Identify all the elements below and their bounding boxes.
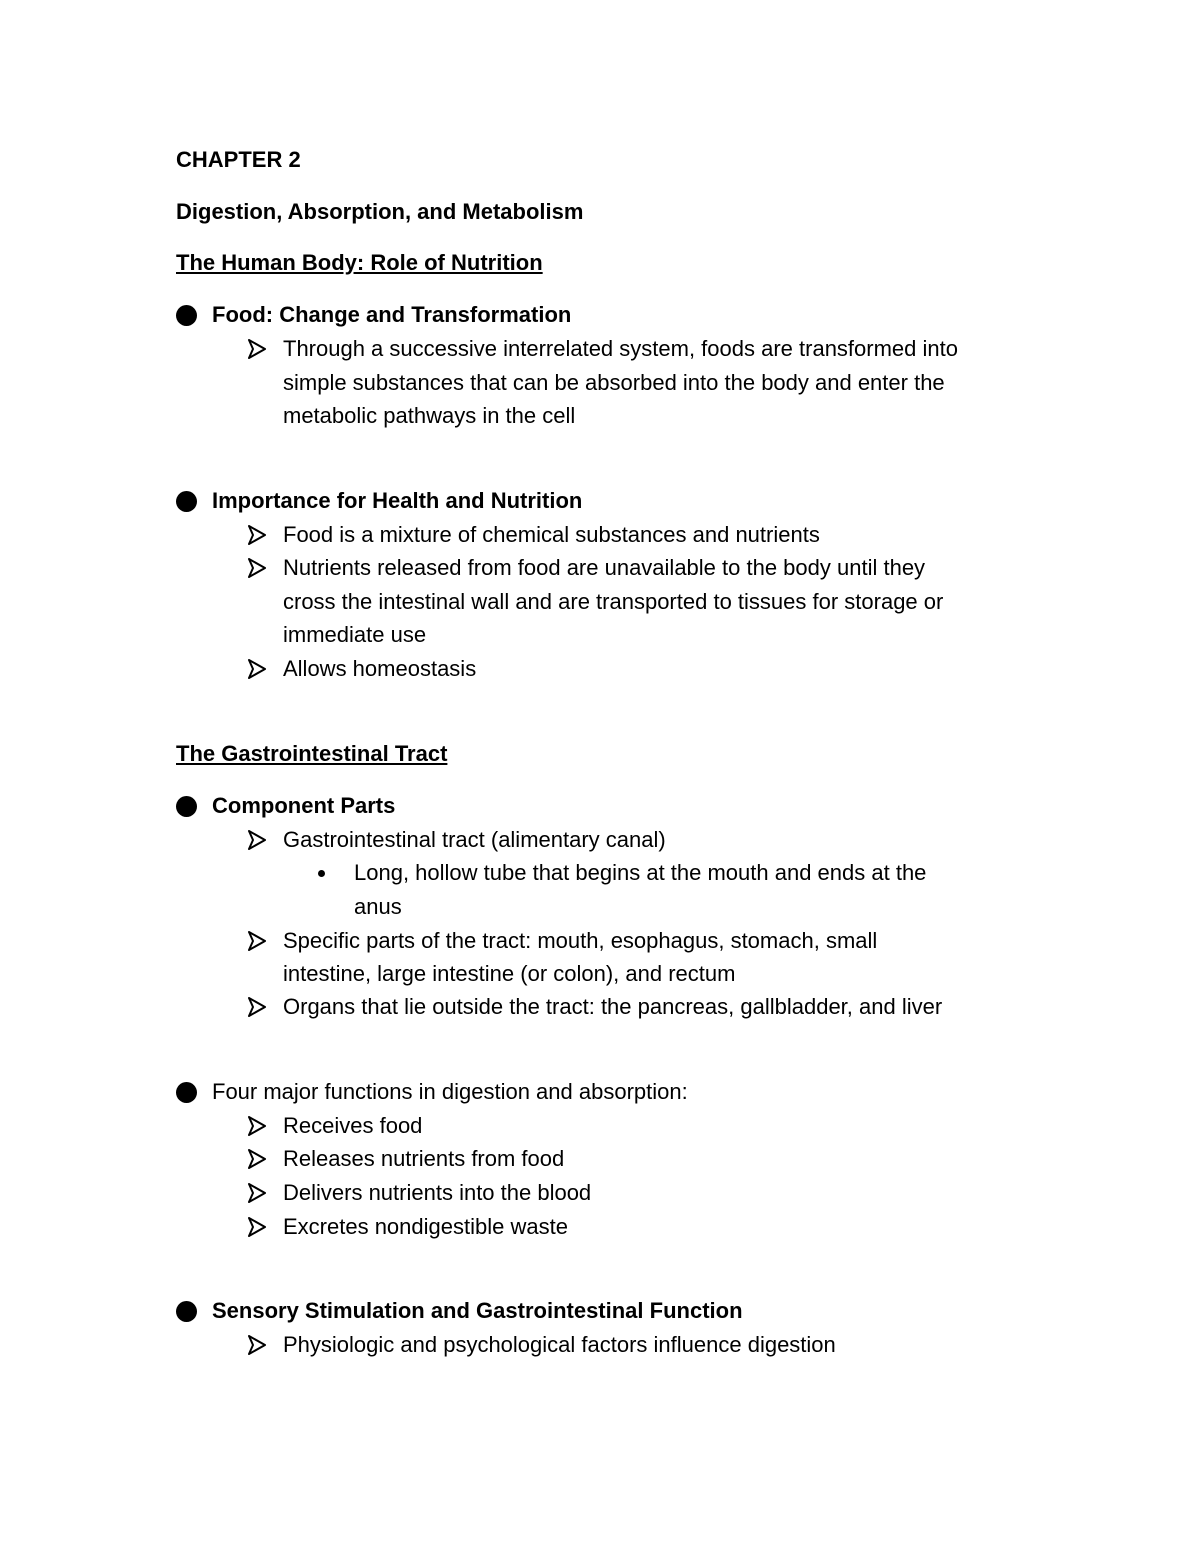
arrow-bullet-icon	[248, 659, 266, 679]
list-item: Receives food	[283, 1113, 423, 1138]
list-item-continuation: simple substances that can be absorbed into the body and enter the	[283, 370, 945, 395]
topic-heading-four-functions: Four major functions in digestion and absorption:	[212, 1079, 688, 1104]
list-item: Gastrointestinal tract (alimentary canal)	[283, 827, 666, 852]
arrow-bullet-icon	[248, 1183, 266, 1203]
list-item: Excretes nondigestible waste	[283, 1214, 568, 1239]
arrow-bullet-icon	[248, 997, 266, 1017]
arrow-bullet-icon	[248, 830, 266, 850]
list-item-continuation: cross the intestinal wall and are transported to tissues for storage or	[283, 589, 944, 614]
list-item: Nutrients released from food are unavailable to the body until they	[283, 555, 926, 580]
topic-heading-food-change: Food: Change and Transformation	[212, 302, 572, 327]
topic-heading-importance: Importance for Health and Nutrition	[212, 488, 583, 513]
list-item-continuation: immediate use	[283, 622, 427, 647]
bullet-disc-icon	[176, 491, 197, 512]
arrow-bullet-icon	[248, 1149, 266, 1169]
topic-heading-sensory-stimulation: Sensory Stimulation and Gastrointestinal Function	[212, 1298, 743, 1323]
arrow-bullet-icon	[248, 931, 266, 951]
list-item: Allows homeostasis	[283, 656, 477, 681]
arrow-bullet-icon	[248, 1335, 266, 1355]
section-heading-role-of-nutrition: The Human Body: Role of Nutrition	[176, 250, 543, 275]
arrow-bullet-icon	[248, 1116, 266, 1136]
sub-list-item-continuation: anus	[354, 894, 402, 919]
small-bullet-icon	[318, 870, 325, 877]
bullet-disc-icon	[176, 305, 197, 326]
list-item: Delivers nutrients into the blood	[283, 1180, 592, 1205]
bullet-disc-icon	[176, 1082, 197, 1103]
topic-heading-component-parts: Component Parts	[212, 793, 396, 818]
list-item: Physiologic and psychological factors influence digestion	[283, 1332, 836, 1357]
list-item: Food is a mixture of chemical substances and nutrients	[283, 522, 820, 547]
chapter-label: CHAPTER 2	[176, 147, 301, 172]
arrow-bullet-icon	[248, 558, 266, 578]
list-item: Specific parts of the tract: mouth, esophagus, stomach, small	[283, 928, 878, 953]
list-item: Releases nutrients from food	[283, 1146, 565, 1171]
section-heading-gi-tract: The Gastrointestinal Tract	[176, 741, 448, 766]
sub-list-item: Long, hollow tube that begins at the mouth and ends at the	[354, 860, 927, 885]
arrow-bullet-icon	[248, 339, 266, 359]
arrow-bullet-icon	[248, 1217, 266, 1237]
bullet-disc-icon	[176, 1301, 197, 1322]
list-item: Organs that lie outside the tract: the pancreas, gallbladder, and liver	[283, 994, 943, 1019]
bullet-disc-icon	[176, 796, 197, 817]
document-title: Digestion, Absorption, and Metabolism	[176, 199, 584, 224]
list-item-continuation: metabolic pathways in the cell	[283, 403, 576, 428]
list-item: Through a successive interrelated system, foods are transformed into	[283, 336, 958, 361]
arrow-bullet-icon	[248, 525, 266, 545]
list-item-continuation: intestine, large intestine (or colon), and rectum	[283, 961, 736, 986]
